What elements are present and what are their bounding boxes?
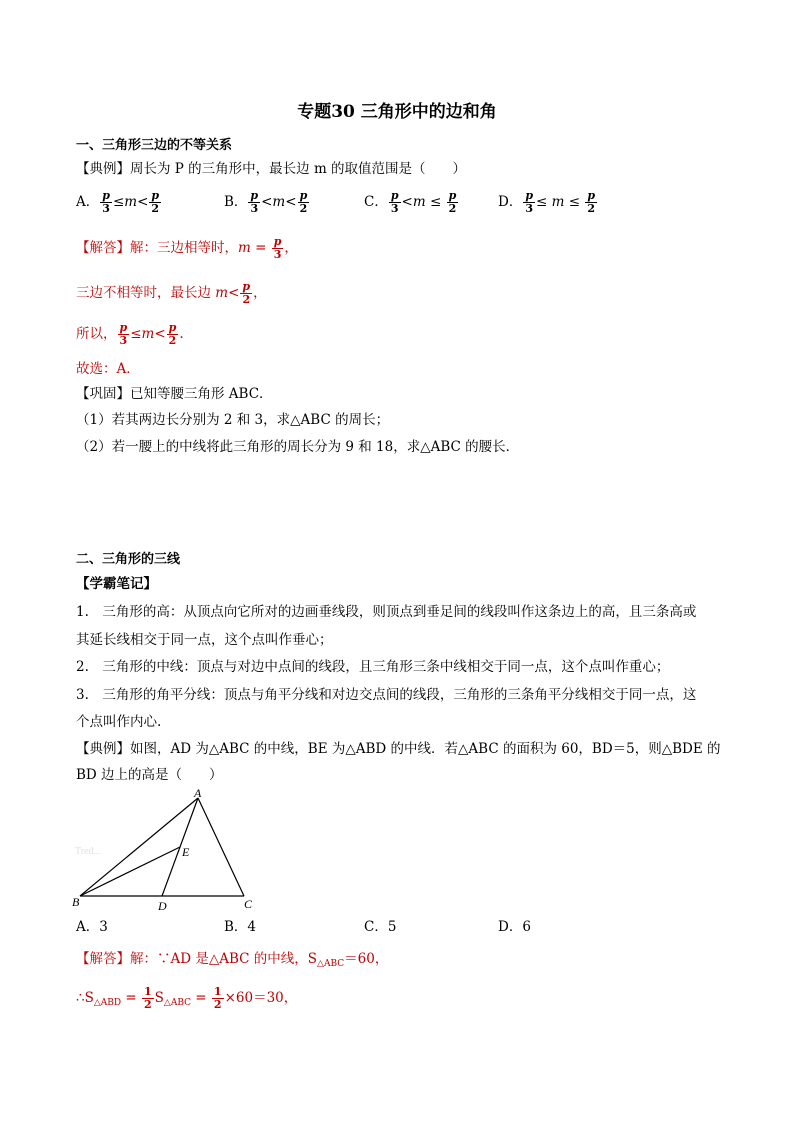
fraction: $\frac{1}{2}$ — [213, 985, 222, 1011]
fraction: $\frac{p}{3}$ — [102, 189, 110, 215]
answer-text: ＝60， — [344, 951, 389, 967]
option-c — [364, 190, 459, 215]
label-b: B — [72, 895, 80, 909]
fraction: $\frac{p}{2}$ — [299, 189, 308, 215]
option-a-2: A．3 — [76, 919, 108, 935]
section-heading-1: 一、三角形三边的不等关系 — [76, 138, 233, 153]
answer-line-1 — [76, 236, 298, 261]
subscript: △ABC — [163, 998, 192, 1008]
answer-line-2 — [76, 281, 267, 306]
consolidate-tag: 【巩固】 — [76, 386, 130, 402]
note-2: 2. 三角形的中线：顶点与对边中点间的线段，且三角形三条中线相交于同一点，这个点叫作重心； — [76, 659, 670, 675]
option-a — [76, 190, 162, 215]
answer-text: 所以， — [76, 326, 117, 342]
example-question-1 — [76, 160, 466, 178]
fraction: $\frac{1}{2}$ — [144, 985, 152, 1011]
label-d: D — [158, 899, 167, 912]
option-label: A． — [76, 194, 100, 210]
note-1b: 其延长线相交于同一点，这个点叫作垂心； — [76, 632, 333, 648]
option-d — [498, 190, 598, 215]
option-b — [224, 190, 310, 215]
option-d-2: D．6 — [498, 919, 531, 935]
sub-question-2: （2）若一腰上的中线将此三角形的周长分为 9 和 18，求△ABC 的腰长． — [76, 439, 520, 455]
example-tag: 【典例】 — [76, 161, 130, 177]
subscript: △ABC — [317, 959, 345, 969]
answer-text: 三边不相等时，最长边 — [76, 285, 211, 301]
answer-text: 解：三边相等时， — [130, 240, 238, 256]
answer-text: ， — [284, 240, 298, 256]
example-text: 周长为 P 的三角形中，最长边 m 的取值范围是（ ） — [130, 161, 467, 177]
answer-text: S — [154, 990, 164, 1006]
fraction: $\frac{p}{2}$ — [151, 189, 160, 215]
fraction: $\frac{p}{2}$ — [587, 189, 596, 215]
answer2-line-2 — [76, 986, 297, 1012]
example-tag: 【典例】 — [76, 741, 130, 757]
answer-choice: 故选：A． — [76, 361, 140, 377]
section-heading-2: 二、三角形的三线 — [76, 552, 181, 567]
option-relation: ≤ m ≤ — [536, 194, 581, 210]
fraction: $\frac{p}{3}$ — [250, 189, 259, 215]
example-question-2a — [76, 740, 721, 758]
answer-text: ， — [253, 285, 267, 301]
answer-math: m< — [215, 285, 240, 301]
note-1a: 1. 三角形的高：从顶点向它所对的边画垂线段，则顶点到垂足间的线段叫作这条边上的高，且三条高或 — [76, 604, 697, 620]
note-3b: 个点叫作内心. — [76, 714, 162, 730]
answer-tag: 【解答】 — [76, 240, 130, 256]
triangle-figure — [70, 786, 260, 912]
fraction: $\frac{p}{2}$ — [168, 321, 177, 347]
option-c-2: C．5 — [364, 919, 397, 935]
note-3a: 3. 三角形的角平分线：顶点与角平分线和对边交点间的线段，三角形的三条角平分线相交于同一点，这 — [76, 687, 697, 703]
option-relation: ≤m< — [112, 194, 149, 210]
answer-math: m = — [238, 240, 267, 256]
option-label: B． — [224, 194, 248, 210]
option-label: D． — [498, 194, 523, 210]
answer-text: . — [179, 326, 184, 342]
answer-text: = — [121, 990, 142, 1006]
figure-watermark: Tred... — [75, 846, 102, 857]
segment-ac — [198, 798, 244, 896]
example-question-2b: BD 边上的高是（ ） — [76, 767, 223, 783]
subscript: △ABD — [93, 998, 122, 1008]
answer-tag: 【解答】 — [76, 951, 130, 967]
fraction: $\frac{p}{3}$ — [390, 189, 399, 215]
option-label: C． — [364, 194, 388, 210]
option-b-2: B．4 — [224, 919, 257, 935]
label-a: A — [194, 786, 202, 800]
label-e: E — [182, 845, 190, 859]
answer-text: ∴S — [76, 990, 94, 1006]
fraction: $\frac{p}{3}$ — [273, 235, 282, 261]
answer-line-3 — [76, 322, 184, 347]
answer2-line-1 — [76, 950, 388, 973]
fraction: $\frac{p}{3}$ — [119, 321, 128, 347]
answer-text: = — [191, 990, 211, 1006]
option-relation: <m< — [261, 194, 297, 210]
example-text: 如图，AD 为△ABC 的中线，BE 为△ABD 的中线．若△ABC 的面积为 60，BD＝5，则△BDE 的 — [130, 741, 721, 757]
fraction: $\frac{p}{3}$ — [525, 189, 534, 215]
option-relation: <m ≤ — [401, 194, 442, 210]
answer-text: 解：∵AD 是△ABC 的中线，S — [130, 951, 318, 967]
consolidate-text: 已知等腰三角形 ABC． — [130, 386, 273, 402]
label-c: C — [244, 897, 253, 911]
answer-math: ≤m< — [130, 326, 166, 342]
fraction: $\frac{p}{2}$ — [242, 280, 251, 306]
page-title: 专题30 三角形中的边和角 — [297, 102, 497, 122]
notes-tag: 【学霸笔记】 — [76, 576, 157, 592]
fraction: $\frac{p}{2}$ — [448, 189, 457, 215]
answer-text: ×60＝30， — [224, 990, 298, 1006]
consolidate-question — [76, 385, 273, 403]
sub-question-1: （1）若其两边长分别为 2 和 3，求△ABC 的周长； — [76, 412, 390, 428]
